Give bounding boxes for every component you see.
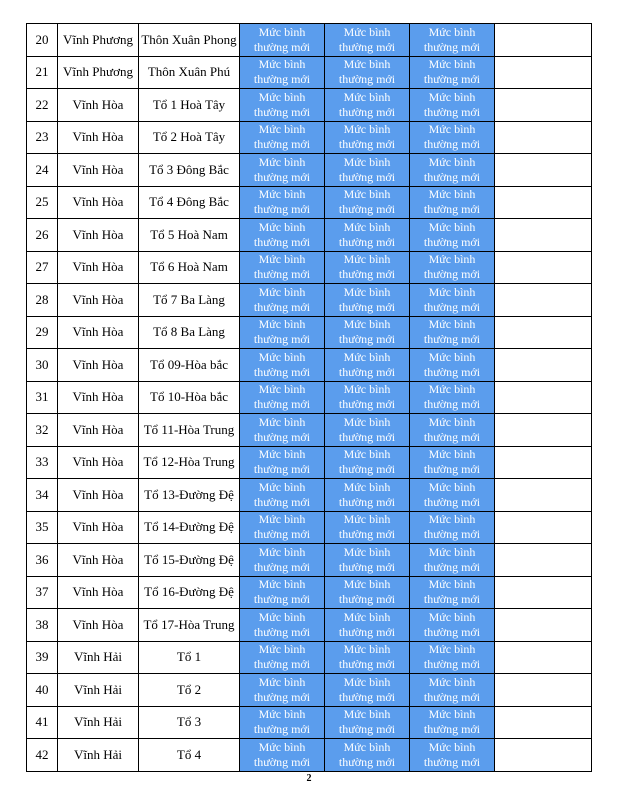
level-cell-2: Mức bình thường mới xyxy=(325,739,410,772)
table-row xyxy=(27,446,592,479)
row-number-cell: 33 xyxy=(27,446,58,479)
level-cell-3: Mức bình thường mới xyxy=(410,251,495,284)
level-cell-1: Mức bình thường mới xyxy=(240,381,325,414)
row-number-cell: 30 xyxy=(27,349,58,382)
level-cell-2: Mức bình thường mới xyxy=(325,154,410,187)
ward-cell: Vĩnh Hòa xyxy=(58,414,139,447)
level-cell-3: Mức bình thường mới xyxy=(410,446,495,479)
notes-cell xyxy=(495,186,592,219)
notes-cell xyxy=(495,544,592,577)
table-row xyxy=(27,219,592,252)
location-cell: Tổ 8 Ba Làng xyxy=(139,316,240,349)
row-number-cell: 20 xyxy=(27,24,58,57)
ward-cell: Vĩnh Hòa xyxy=(58,316,139,349)
table-body xyxy=(27,24,592,772)
ward-cell: Vĩnh Hải xyxy=(58,706,139,739)
level-cell-2: Mức bình thường mới xyxy=(325,284,410,317)
location-cell: Tổ 14-Đường Đệ xyxy=(139,511,240,544)
location-cell: Tổ 3 Đông Bắc xyxy=(139,154,240,187)
level-cell-2: Mức bình thường mới xyxy=(325,576,410,609)
level-cell-2: Mức bình thường mới xyxy=(325,186,410,219)
notes-cell xyxy=(495,219,592,252)
location-cell: Tổ 2 Hoà Tây xyxy=(139,121,240,154)
level-cell-2: Mức bình thường mới xyxy=(325,89,410,122)
table-row xyxy=(27,576,592,609)
level-cell-2: Mức bình thường mới xyxy=(325,121,410,154)
table-row xyxy=(27,186,592,219)
level-cell-3: Mức bình thường mới xyxy=(410,56,495,89)
location-cell: Tổ 11-Hòa Trung xyxy=(139,414,240,447)
level-cell-3: Mức bình thường mới xyxy=(410,121,495,154)
notes-cell xyxy=(495,609,592,642)
level-cell-2: Mức bình thường mới xyxy=(325,641,410,674)
location-cell: Thôn Xuân Phú xyxy=(139,56,240,89)
table-row xyxy=(27,349,592,382)
table-row xyxy=(27,381,592,414)
ward-cell: Vĩnh Hòa xyxy=(58,154,139,187)
level-cell-3: Mức bình thường mới xyxy=(410,154,495,187)
level-cell-1: Mức bình thường mới xyxy=(240,576,325,609)
location-cell: Tổ 4 xyxy=(139,739,240,772)
ward-cell: Vĩnh Hải xyxy=(58,674,139,707)
row-number-cell: 22 xyxy=(27,89,58,122)
row-number-cell: 40 xyxy=(27,674,58,707)
level-cell-3: Mức bình thường mới xyxy=(410,219,495,252)
ward-cell: Vĩnh Hòa xyxy=(58,609,139,642)
level-cell-2: Mức bình thường mới xyxy=(325,219,410,252)
notes-cell xyxy=(495,349,592,382)
level-cell-1: Mức bình thường mới xyxy=(240,479,325,512)
level-cell-3: Mức bình thường mới xyxy=(410,674,495,707)
notes-cell xyxy=(495,479,592,512)
level-cell-3: Mức bình thường mới xyxy=(410,609,495,642)
location-cell: Thôn Xuân Phong xyxy=(139,24,240,57)
row-number-cell: 26 xyxy=(27,219,58,252)
level-cell-2: Mức bình thường mới xyxy=(325,24,410,57)
level-cell-2: Mức bình thường mới xyxy=(325,511,410,544)
level-cell-2: Mức bình thường mới xyxy=(325,251,410,284)
level-cell-3: Mức bình thường mới xyxy=(410,316,495,349)
row-number-cell: 27 xyxy=(27,251,58,284)
row-number-cell: 29 xyxy=(27,316,58,349)
table-row xyxy=(27,316,592,349)
row-number-cell: 39 xyxy=(27,641,58,674)
level-cell-2: Mức bình thường mới xyxy=(325,316,410,349)
row-number-cell: 34 xyxy=(27,479,58,512)
level-cell-3: Mức bình thường mới xyxy=(410,479,495,512)
notes-cell xyxy=(495,381,592,414)
location-cell: Tổ 16-Đường Đệ xyxy=(139,576,240,609)
table-row xyxy=(27,674,592,707)
row-number-cell: 28 xyxy=(27,284,58,317)
table-row xyxy=(27,414,592,447)
level-cell-2: Mức bình thường mới xyxy=(325,381,410,414)
table-row xyxy=(27,641,592,674)
level-cell-2: Mức bình thường mới xyxy=(325,414,410,447)
location-cell: Tổ 1 xyxy=(139,641,240,674)
notes-cell xyxy=(495,414,592,447)
notes-cell xyxy=(495,706,592,739)
table-row xyxy=(27,251,592,284)
row-number-cell: 42 xyxy=(27,739,58,772)
level-cell-2: Mức bình thường mới xyxy=(325,446,410,479)
ward-cell: Vĩnh Hòa xyxy=(58,576,139,609)
ward-cell: Vĩnh Hòa xyxy=(58,89,139,122)
ward-cell: Vĩnh Hòa xyxy=(58,479,139,512)
location-cell: Tổ 5 Hoà Nam xyxy=(139,219,240,252)
location-cell: Tổ 17-Hòa Trung xyxy=(139,609,240,642)
row-number-cell: 38 xyxy=(27,609,58,642)
level-cell-3: Mức bình thường mới xyxy=(410,641,495,674)
level-cell-1: Mức bình thường mới xyxy=(240,674,325,707)
ward-cell: Vĩnh Hòa xyxy=(58,284,139,317)
level-cell-2: Mức bình thường mới xyxy=(325,674,410,707)
row-number-cell: 35 xyxy=(27,511,58,544)
level-cell-1: Mức bình thường mới xyxy=(240,544,325,577)
row-number-cell: 37 xyxy=(27,576,58,609)
level-cell-1: Mức bình thường mới xyxy=(240,316,325,349)
table-row xyxy=(27,284,592,317)
row-number-cell: 41 xyxy=(27,706,58,739)
row-number-cell: 25 xyxy=(27,186,58,219)
ward-cell: Vĩnh Hòa xyxy=(58,544,139,577)
table-row xyxy=(27,706,592,739)
location-cell: Tổ 4 Đông Bắc xyxy=(139,186,240,219)
location-cell: Tổ 1 Hoà Tây xyxy=(139,89,240,122)
table-row xyxy=(27,609,592,642)
level-cell-3: Mức bình thường mới xyxy=(410,349,495,382)
notes-cell xyxy=(495,674,592,707)
level-cell-1: Mức bình thường mới xyxy=(240,706,325,739)
level-cell-2: Mức bình thường mới xyxy=(325,56,410,89)
location-cell: Tổ 13-Đường Đệ xyxy=(139,479,240,512)
location-cell: Tổ 7 Ba Làng xyxy=(139,284,240,317)
level-cell-1: Mức bình thường mới xyxy=(240,284,325,317)
notes-cell xyxy=(495,316,592,349)
ward-cell: Vĩnh Hòa xyxy=(58,251,139,284)
level-cell-1: Mức bình thường mới xyxy=(240,154,325,187)
location-cell: Tổ 15-Đường Đệ xyxy=(139,544,240,577)
row-number-cell: 23 xyxy=(27,121,58,154)
ward-cell: Vĩnh Hòa xyxy=(58,511,139,544)
ward-cell: Vĩnh Hòa xyxy=(58,219,139,252)
level-cell-1: Mức bình thường mới xyxy=(240,511,325,544)
level-cell-3: Mức bình thường mới xyxy=(410,414,495,447)
row-number-cell: 32 xyxy=(27,414,58,447)
level-cell-2: Mức bình thường mới xyxy=(325,706,410,739)
level-cell-3: Mức bình thường mới xyxy=(410,24,495,57)
level-cell-1: Mức bình thường mới xyxy=(240,446,325,479)
level-cell-2: Mức bình thường mới xyxy=(325,479,410,512)
level-cell-3: Mức bình thường mới xyxy=(410,576,495,609)
level-cell-2: Mức bình thường mới xyxy=(325,609,410,642)
notes-cell xyxy=(495,251,592,284)
notes-cell xyxy=(495,24,592,57)
row-number-cell: 21 xyxy=(27,56,58,89)
ward-cell: Vĩnh Hải xyxy=(58,641,139,674)
notes-cell xyxy=(495,284,592,317)
table-row xyxy=(27,544,592,577)
level-cell-2: Mức bình thường mới xyxy=(325,544,410,577)
level-cell-1: Mức bình thường mới xyxy=(240,121,325,154)
notes-cell xyxy=(495,576,592,609)
notes-cell xyxy=(495,89,592,122)
table-row xyxy=(27,121,592,154)
table-row xyxy=(27,511,592,544)
status-table xyxy=(26,23,592,772)
level-cell-3: Mức bình thường mới xyxy=(410,186,495,219)
level-cell-1: Mức bình thường mới xyxy=(240,349,325,382)
level-cell-1: Mức bình thường mới xyxy=(240,89,325,122)
data-table-wrapper xyxy=(26,23,592,772)
table-row xyxy=(27,56,592,89)
row-number-cell: 36 xyxy=(27,544,58,577)
page-number: 2 xyxy=(306,773,312,784)
location-cell: Tổ 3 xyxy=(139,706,240,739)
level-cell-1: Mức bình thường mới xyxy=(240,219,325,252)
level-cell-3: Mức bình thường mới xyxy=(410,739,495,772)
table-row xyxy=(27,89,592,122)
row-number-cell: 24 xyxy=(27,154,58,187)
location-cell: Tổ 10-Hòa bắc xyxy=(139,381,240,414)
level-cell-3: Mức bình thường mới xyxy=(410,381,495,414)
location-cell: Tổ 6 Hoà Nam xyxy=(139,251,240,284)
ward-cell: Vĩnh Hòa xyxy=(58,121,139,154)
ward-cell: Vĩnh Hòa xyxy=(58,381,139,414)
level-cell-1: Mức bình thường mới xyxy=(240,24,325,57)
level-cell-1: Mức bình thường mới xyxy=(240,251,325,284)
ward-cell: Vĩnh Hòa xyxy=(58,349,139,382)
location-cell: Tổ 09-Hòa bắc xyxy=(139,349,240,382)
level-cell-2: Mức bình thường mới xyxy=(325,349,410,382)
ward-cell: Vĩnh Phương xyxy=(58,56,139,89)
notes-cell xyxy=(495,641,592,674)
notes-cell xyxy=(495,739,592,772)
level-cell-3: Mức bình thường mới xyxy=(410,89,495,122)
location-cell: Tổ 12-Hòa Trung xyxy=(139,446,240,479)
notes-cell xyxy=(495,511,592,544)
level-cell-1: Mức bình thường mới xyxy=(240,609,325,642)
level-cell-3: Mức bình thường mới xyxy=(410,284,495,317)
table-row xyxy=(27,739,592,772)
notes-cell xyxy=(495,446,592,479)
notes-cell xyxy=(495,121,592,154)
ward-cell: Vĩnh Hải xyxy=(58,739,139,772)
level-cell-3: Mức bình thường mới xyxy=(410,511,495,544)
row-number-cell: 31 xyxy=(27,381,58,414)
location-cell: Tổ 2 xyxy=(139,674,240,707)
notes-cell xyxy=(495,56,592,89)
table-row xyxy=(27,24,592,57)
ward-cell: Vĩnh Hòa xyxy=(58,446,139,479)
level-cell-1: Mức bình thường mới xyxy=(240,739,325,772)
level-cell-1: Mức bình thường mới xyxy=(240,56,325,89)
ward-cell: Vĩnh Hòa xyxy=(58,186,139,219)
level-cell-1: Mức bình thường mới xyxy=(240,186,325,219)
level-cell-3: Mức bình thường mới xyxy=(410,544,495,577)
ward-cell: Vĩnh Phương xyxy=(58,24,139,57)
table-row xyxy=(27,154,592,187)
level-cell-3: Mức bình thường mới xyxy=(410,706,495,739)
table-row xyxy=(27,479,592,512)
notes-cell xyxy=(495,154,592,187)
level-cell-1: Mức bình thường mới xyxy=(240,414,325,447)
level-cell-1: Mức bình thường mới xyxy=(240,641,325,674)
